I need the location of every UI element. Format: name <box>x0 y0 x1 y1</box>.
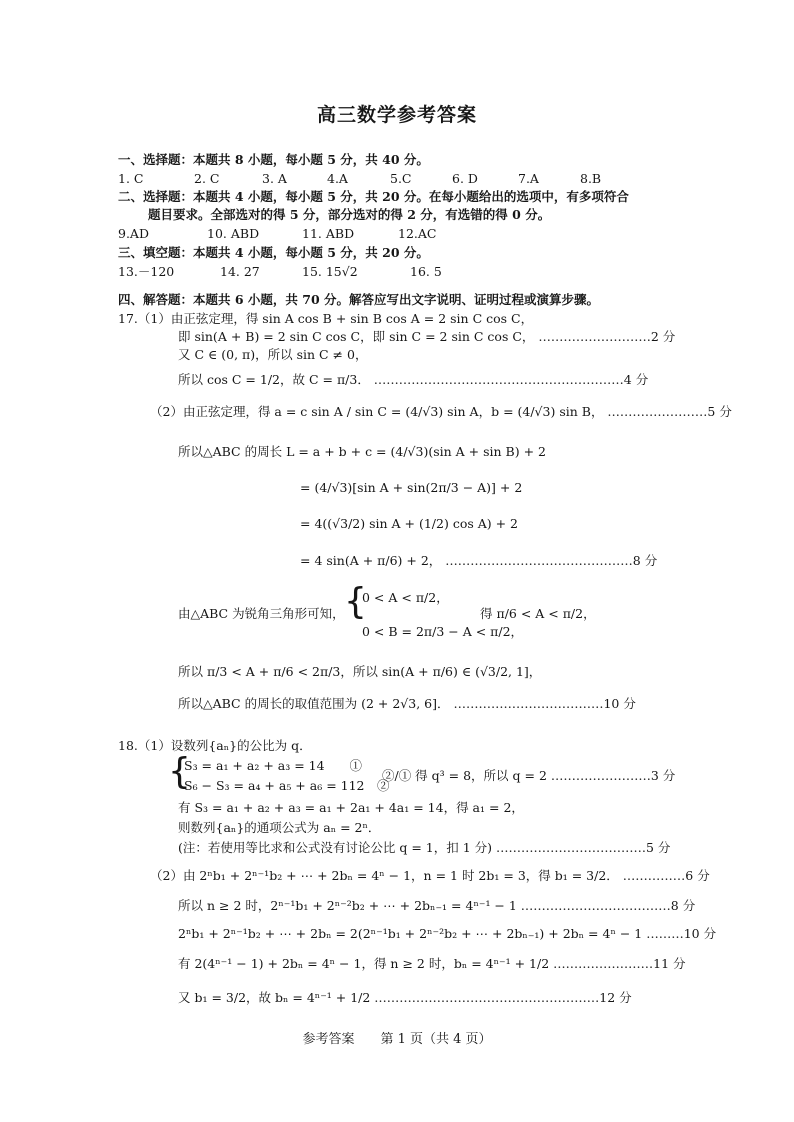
section-4-header: 四、解答题：本题共 6 小题，共 70 分。解答应写出文字说明、证明过程或演算步骤。 <box>118 292 600 307</box>
answer-1: 1. C <box>118 171 144 186</box>
answer-5: 5.C <box>390 171 412 186</box>
answer-14: 14. 27 <box>220 264 260 279</box>
q18-line-8: 所以 n ≥ 2 时，2ⁿ⁻¹b₁ + 2ⁿ⁻²b₂ + ⋯ + 2bₙ₋₁ = 4ⁿ⁻¹ − 1 ………………………………8 分 <box>178 898 696 913</box>
answer-10: 10. ABD <box>207 226 260 241</box>
q18-line-11: 又 b₁ = 3/2，故 bₙ = 4ⁿ⁻¹ + 1/2 ………………………………………………12 分 <box>178 990 632 1005</box>
q18-line-4: 有 S₃ = a₁ + a₂ + a₃ = a₁ + 2a₁ + 4a₁ = 14，得 a₁ = 2， <box>178 800 524 815</box>
q18-note: (注：若使用等比求和公式没有讨论公比 q = 1，扣 1 分) ………………………………5 分 <box>178 840 671 855</box>
q17-line-4: 所以 cos C = 1/2，故 C = π/3． ……………………………………………………4 分 <box>178 372 649 387</box>
q17-range-a: 得 π/6 < A < π/2， <box>480 606 596 621</box>
q17-line-2: 即 sin(A + B) = 2 sin C cos C，即 sin C = 2 sin C cos C， ………………………2 分 <box>178 329 676 344</box>
q17-acute-condition: 由△ABC 为锐角三角形可知， <box>178 606 345 621</box>
q17-condition-b: 0 < B = 2π/3 − A < π/2， <box>362 624 524 639</box>
answer-12: 12.AC <box>398 226 437 241</box>
q17-line-9: = 4 sin(A + π/6) + 2， ………………………………………8 分 <box>300 553 658 568</box>
q17-line-3: 又 C ∈ (0, π)，所以 sin C ≠ 0， <box>178 347 368 362</box>
answer-6: 6. D <box>452 171 478 186</box>
q18-line-10: 有 2(4ⁿ⁻¹ − 1) + 2bₙ = 4ⁿ − 1，得 n ≥ 2 时，bₙ = 4ⁿ⁻¹ + 1/2 ……………………11 分 <box>178 956 686 971</box>
q18-line-1: 18.（1）设数列{aₙ}的公比为 q． <box>118 738 312 753</box>
left-brace-icon: { <box>168 751 191 792</box>
answer-4: 4.A <box>327 171 348 186</box>
q17-line-1: 17.（1）由正弦定理，得 sin A cos B + sin B cos A = 2 sin C cos C， <box>118 311 534 326</box>
q18-line-7: （2）由 2ⁿb₁ + 2ⁿ⁻¹b₂ + ⋯ + 2bₙ = 4ⁿ − 1，n = 1 时 2b₁ = 3，得 b₁ = 3/2． ……………6 分 <box>150 868 710 883</box>
section-1-header: 一、选择题：本题共 8 小题，每小题 5 分，共 40 分。 <box>118 152 429 167</box>
q17-line-8: = 4((√3/2) sin A + (1/2) cos A) + 2 <box>300 516 519 531</box>
q17-line-12: 所以△ABC 的周长的取值范围为 (2 + 2√3, 6]． ………………………………10 分 <box>178 696 636 711</box>
answer-16: 16. 5 <box>410 264 442 279</box>
answer-13: 13.－120 <box>118 264 175 279</box>
page-footer: 参考答案 第 1 页（共 4 页） <box>302 1032 492 1047</box>
q17-line-7: = (4/√3)[sin A + sin(2π/3 − A)] + 2 <box>300 480 523 495</box>
q17-condition-a: 0 < A < π/2， <box>362 590 449 605</box>
q17-line-11: 所以 π/3 < A + π/6 < 2π/3，所以 sin(A + π/6) ∈ (√3/2, 1]， <box>178 664 542 679</box>
answer-15: 15. 15√2 <box>302 264 358 279</box>
answer-9: 9.AD <box>118 226 149 241</box>
page-title: 高三数学参考答案 <box>316 104 477 126</box>
answer-3: 3. A <box>262 171 287 186</box>
q18-equation-1: S₃ = a₁ + a₂ + a₃ = 14 ① <box>184 758 363 773</box>
q18-ratio-result: ②/① 得 q³ = 8，所以 q = 2 ……………………3 分 <box>382 768 676 783</box>
q18-line-5: 则数列{aₙ}的通项公式为 aₙ = 2ⁿ． <box>178 820 381 835</box>
q17-line-5: （2）由正弦定理，得 a = c sin A / sin C = (4/√3) sin A，b = (4/√3) sin B， ……………………5 分 <box>150 404 732 419</box>
q18-equation-2: S₆ − S₃ = a₄ + a₅ + a₆ = 112 ② <box>184 778 390 793</box>
section-2-header-cont: 题目要求。全部选对的得 5 分，部分选对的得 2 分，有选错的得 0 分。 <box>148 207 551 222</box>
answer-7: 7.A <box>518 171 539 186</box>
answer-8: 8.B <box>580 171 602 186</box>
q18-line-9: 2ⁿb₁ + 2ⁿ⁻¹b₂ + ⋯ + 2bₙ = 2(2ⁿ⁻¹b₁ + 2ⁿ⁻²b₂ + ⋯ + 2bₙ₋₁) + 2bₙ = 4ⁿ − 1 ………10 分 <box>178 926 717 941</box>
section-3-header: 三、填空题：本题共 4 小题，每小题 5 分，共 20 分。 <box>118 245 429 260</box>
answer-11: 11. ABD <box>302 226 355 241</box>
answer-2: 2. C <box>194 171 220 186</box>
left-brace-icon: { <box>344 581 367 622</box>
section-2-header: 二、选择题：本题共 4 小题，每小题 5 分，共 20 分。在每小题给出的选项中，有多项符合 <box>118 189 629 204</box>
q17-line-6: 所以△ABC 的周长 L = a + b + c = (4/√3)(sin A + sin B) + 2 <box>178 444 546 459</box>
